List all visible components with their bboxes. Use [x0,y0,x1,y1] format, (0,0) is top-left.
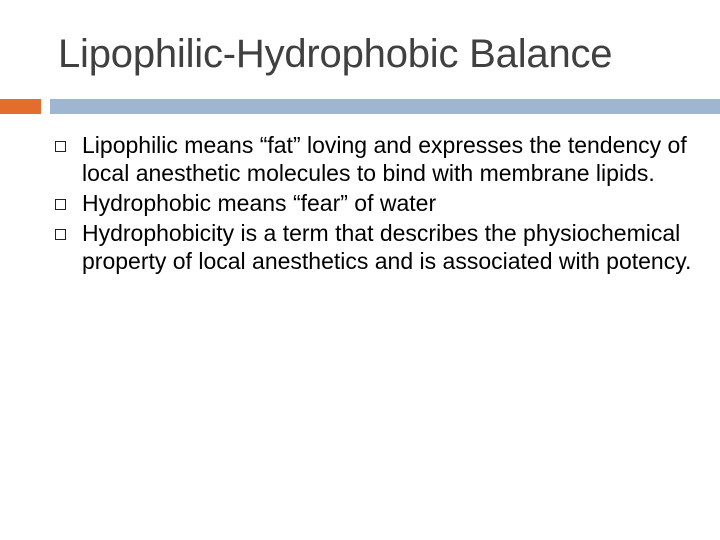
slide-title: Lipophilic-Hydrophobic Balance [58,32,613,76]
square-bullet-icon [55,229,66,240]
accent-bar-blue [50,99,720,114]
bullet-item [52,131,702,187]
bullet-list [52,131,702,277]
bullet-text: Lipophilic means “fat” loving and expresses the tendency of local anesthetic molecules to bind with membrane lipids. [82,132,687,186]
square-bullet-icon [55,141,66,152]
square-bullet-icon [55,199,66,210]
accent-bar-orange [0,99,41,114]
bullet-text: Hydrophobic means “fear” of water [82,190,437,216]
bullet-item [52,219,702,275]
bullet-text: Hydrophobicity is a term that describes the physiochemical property of local anesthetics and is associated with potency. [82,220,692,274]
bullet-item [52,189,702,217]
